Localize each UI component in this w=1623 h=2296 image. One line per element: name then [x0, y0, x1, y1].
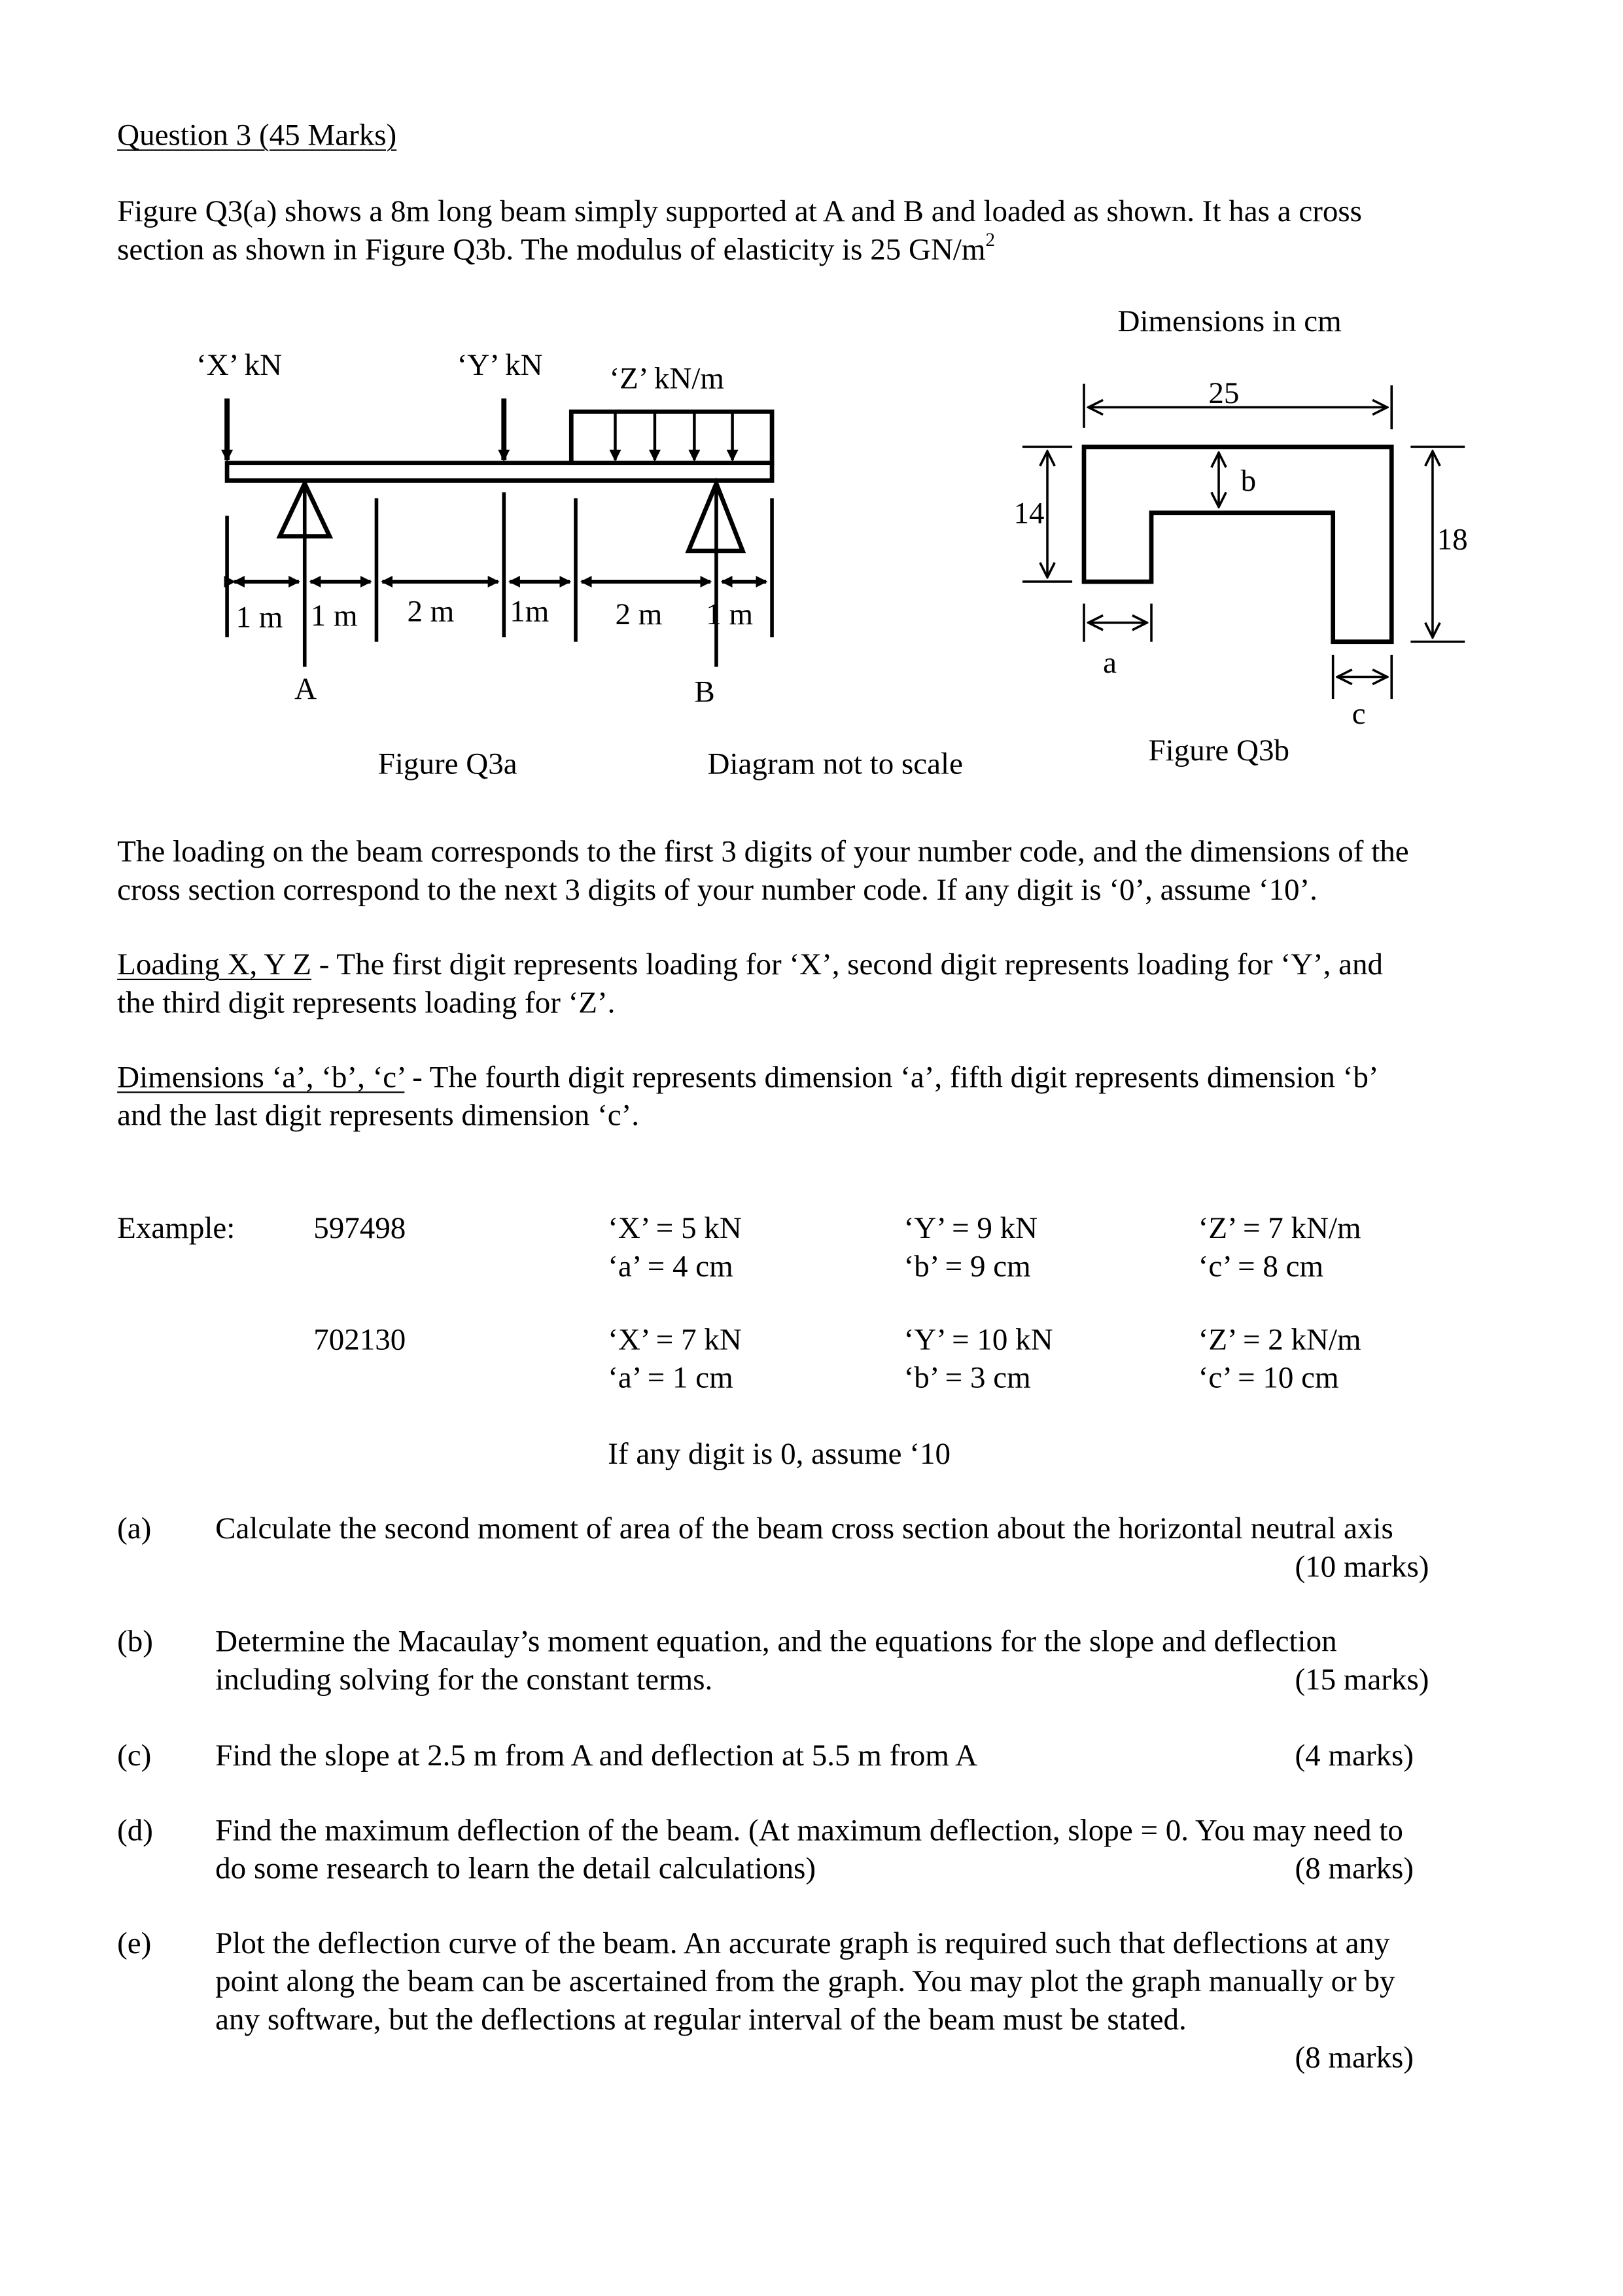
- question-text: point along the beam can be ascertained from the graph. You may plot the graph manually or by: [215, 1963, 1395, 1999]
- question-text: Plot the deflection curve of the beam. An accurate graph is required such that deflections at any: [215, 1925, 1390, 1961]
- span-label: 1 m: [706, 596, 754, 632]
- question-heading: Question 3 (45 Marks): [117, 117, 397, 152]
- span-label: 2 m: [407, 593, 455, 629]
- span-label: 1 m: [310, 597, 358, 633]
- diagram-scale-note: Diagram not to scale: [707, 745, 963, 781]
- question-label: (b): [117, 1623, 153, 1659]
- loading-xyz-label: Loading X, Y Z: [117, 946, 312, 982]
- dimensions-abc-text: - The fourth digit represents dimension ‘a’, fifth digit represents dimension ‘b’: [404, 1059, 1379, 1095]
- loading-xyz-line-2: the third digit represents loading for ‘Z’.: [117, 984, 616, 1020]
- figure-q3a-caption: Figure Q3a: [377, 745, 517, 781]
- intro-line-1: Figure Q3(a) shows a 8m long beam simply supported at A and B and loaded as shown. It has a cross: [117, 193, 1363, 229]
- support-a-label: A: [294, 671, 317, 707]
- example-label: Example:: [117, 1210, 236, 1246]
- udl-load: [571, 412, 772, 463]
- question-text: Calculate the second moment of area of the beam cross section about the horizontal neutral axis: [215, 1510, 1393, 1546]
- question-marks: (8 marks): [1295, 1850, 1414, 1886]
- example-c: ‘c’ = 10 cm: [1198, 1359, 1339, 1395]
- left-height-label: 14: [1013, 495, 1045, 531]
- load-z-label: ‘Z’ kN/m: [609, 360, 724, 396]
- example-x: ‘X’ = 7 kN: [608, 1321, 742, 1357]
- question-text: any software, but the deflections at regular interval of the beam must be stated.: [215, 2001, 1187, 2037]
- example-b: ‘b’ = 9 cm: [903, 1248, 1031, 1284]
- question-label: (d): [117, 1812, 153, 1848]
- span-label: 2 m: [615, 596, 663, 632]
- superscript: 2: [985, 228, 996, 251]
- question-text: Find the slope at 2.5 m from A and deflection at 5.5 m from A: [215, 1737, 978, 1773]
- example-b: ‘b’ = 3 cm: [903, 1359, 1031, 1395]
- question-marks: (15 marks): [1295, 1661, 1429, 1697]
- support-b-label: B: [694, 674, 715, 709]
- example-z: ‘Z’ = 7 kN/m: [1198, 1210, 1361, 1246]
- right-height-label: 18: [1437, 521, 1468, 557]
- loading-para-line-1: The loading on the beam corresponds to the first 3 digits of your number code, and the dimensions of the: [117, 834, 1409, 869]
- dimensions-abc-label: Dimensions ‘a’, ‘b’, ‘c’: [117, 1059, 405, 1095]
- section-outline: [1084, 447, 1391, 642]
- example-z: ‘Z’ = 2 kN/m: [1198, 1321, 1361, 1357]
- beam: [227, 463, 772, 481]
- intro-line-2-text: section as shown in Figure Q3b. The modulus of elasticity is 25 GN/m: [117, 231, 986, 267]
- question-marks: (4 marks): [1295, 1737, 1414, 1773]
- dimensions-abc-line-1: [117, 1058, 1378, 1096]
- dimensions-units-label: Dimensions in cm: [1117, 303, 1342, 339]
- question-label: (c): [117, 1737, 152, 1773]
- dim-c-label: c: [1352, 696, 1366, 732]
- loading-para-line-2: cross section correspond to the next 3 digits of your number code. If any digit is ‘0’, assume ‘10’.: [117, 872, 1318, 908]
- question-label: (e): [117, 1925, 152, 1961]
- example-y: ‘Y’ = 10 kN: [903, 1321, 1053, 1357]
- question-text: do some research to learn the detail calculations): [215, 1850, 816, 1886]
- question-label: (a): [117, 1510, 152, 1546]
- example-note: If any digit is 0, assume ‘10: [608, 1436, 951, 1472]
- width-dimension-label: 25: [1208, 375, 1240, 410]
- dim-a-label: a: [1103, 645, 1117, 680]
- example-a: ‘a’ = 1 cm: [608, 1359, 733, 1395]
- example-y: ‘Y’ = 9 kN: [903, 1210, 1038, 1246]
- example-c: ‘c’ = 8 cm: [1198, 1248, 1324, 1284]
- beam-diagram: [227, 398, 772, 667]
- loading-xyz-line-1: [117, 945, 1383, 983]
- cross-section-diagram: [1022, 384, 1465, 699]
- load-y-label: ‘Y’ kN: [457, 347, 543, 383]
- dimensions-abc-line-2: and the last digit represents dimension ‘c’.: [117, 1097, 640, 1133]
- span-label: 1 m: [236, 599, 283, 635]
- figure-q3b-caption: Figure Q3b: [1148, 732, 1290, 768]
- question-marks: (8 marks): [1295, 2039, 1414, 2075]
- question-text: Determine the Macaulay’s moment equation, and the equations for the slope and deflection: [215, 1623, 1337, 1659]
- span-label: 1m: [510, 593, 550, 629]
- question-text: including solving for the constant terms.: [215, 1661, 713, 1697]
- dim-b-label: b: [1240, 463, 1257, 499]
- question-marks: (10 marks): [1295, 1548, 1429, 1584]
- example-code: 597498: [313, 1210, 406, 1246]
- load-x-label: ‘X’ kN: [196, 347, 283, 383]
- loading-xyz-text: - The first digit represents loading for ‘X’, second digit represents loading for ‘Y’, and: [311, 946, 1384, 982]
- example-code: 702130: [313, 1321, 406, 1357]
- example-x: ‘X’ = 5 kN: [608, 1210, 742, 1246]
- example-a: ‘a’ = 4 cm: [608, 1248, 733, 1284]
- question-text: Find the maximum deflection of the beam. (At maximum deflection, slope = 0. You may need to: [215, 1812, 1403, 1848]
- dimension-lines: [227, 480, 772, 666]
